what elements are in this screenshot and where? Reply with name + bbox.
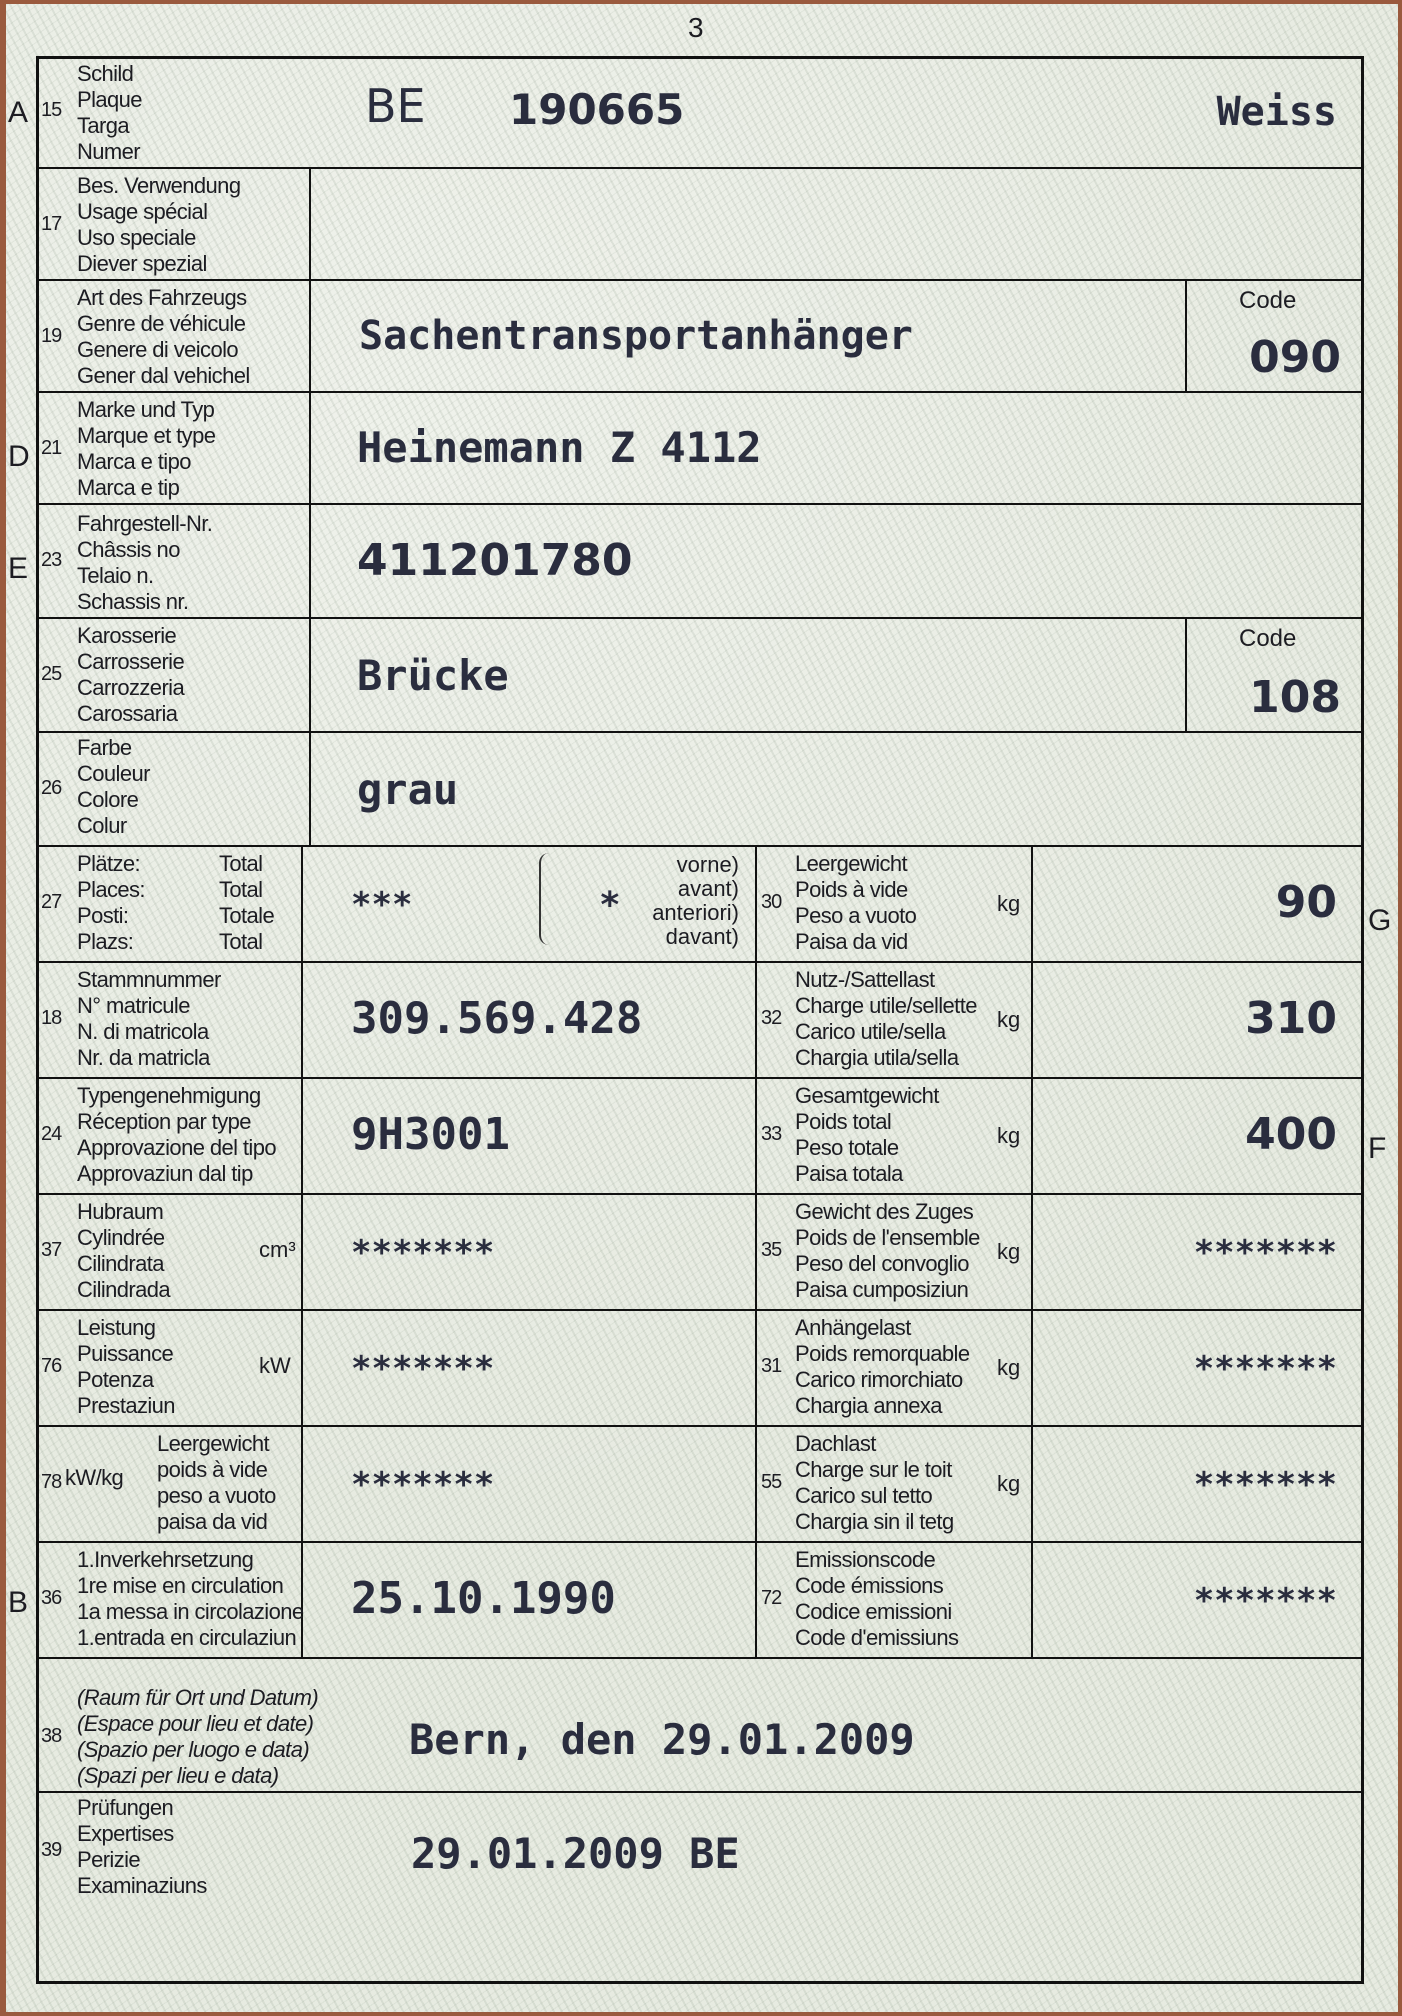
vehicle-type-label: Art des Fahrzeugs Genre de véhicule Genere di veicolo Gener dal vehichel <box>77 285 250 388</box>
left-label: 1.Inverkehrsetzung 1re mise en circulation 1a messa in circolazione 1.entrada en circulaziun <box>77 1547 304 1650</box>
body-label: Karosserie Carrosserie Carrozzeria Carossaria <box>77 623 185 726</box>
field-number: 26 <box>41 777 62 799</box>
side-letter-d: D <box>8 440 30 473</box>
code-label: Code <box>1239 287 1297 314</box>
vehicle-type-row <box>39 281 1361 393</box>
left-unit: kW <box>259 1353 291 1378</box>
field-number: 21 <box>41 437 62 459</box>
field-number: 32 <box>761 1007 782 1029</box>
right-label: Nutz-/Sattellast Charge utile/sellette Carico utile/sella Chargia utila/sella <box>795 967 977 1070</box>
left-value: *** <box>351 885 413 925</box>
plate-row <box>39 59 1361 169</box>
vehicle-type-code-box <box>1185 281 1355 391</box>
right-label: Gesamtgewicht Poids total Peso totale Paisa totala <box>795 1083 939 1186</box>
right-label: Gewicht des Zuges Poids de l'ensemble Peso del convoglio Paisa cumposiziun <box>795 1199 980 1302</box>
left-label: Leistung Puissance Potenza Prestaziun <box>77 1315 175 1418</box>
left-label: Plätze: Places: Posti: Plazs: <box>77 851 145 954</box>
chassis-value: 411201780 <box>357 535 633 586</box>
field-number: 38 <box>41 1725 62 1747</box>
body-row <box>39 619 1361 733</box>
field-number: 19 <box>41 325 62 347</box>
field-number: 23 <box>41 549 62 571</box>
kg-unit: kg <box>997 1471 1021 1496</box>
left-value: ******* <box>351 1349 495 1389</box>
field-number: 33 <box>761 1123 782 1145</box>
field-number: 36 <box>41 1587 62 1609</box>
kg-unit: kg <box>997 1007 1021 1032</box>
split-row <box>39 1079 1361 1195</box>
make-row <box>39 393 1361 505</box>
side-letter-f: F <box>1368 1132 1387 1165</box>
body-value: Brücke <box>357 651 509 700</box>
split-row <box>39 1427 1361 1543</box>
seats-total-label: Total Total Totale Total <box>219 851 275 954</box>
right-label: Leergewicht Poids à vide Peso a vuoto Paisa da vid <box>795 851 917 954</box>
left-value: ******* <box>351 1465 495 1505</box>
side-letter-b: B <box>8 1586 29 1619</box>
field-number: 35 <box>761 1239 782 1261</box>
split-row <box>39 1311 1361 1427</box>
place-date-value: Bern, den 29.01.2009 <box>409 1715 915 1764</box>
place-date-label: (Raum für Ort und Datum) (Espace pour lieu et date) (Spazio per luogo e data) (Spazi per lieu e data) <box>77 1685 319 1788</box>
registration-page <box>6 4 1398 2012</box>
vehicle-type-value: Sachentransportanhänger <box>359 313 913 359</box>
vehicle-type-code: 090 <box>1249 332 1341 383</box>
right-label: Dachlast Charge sur le toit Carico sul tetto Chargia sin il tetg <box>795 1431 954 1534</box>
field-number: 27 <box>41 891 62 913</box>
plate-canton: BE <box>365 79 426 133</box>
field-number: 76 <box>41 1355 62 1377</box>
kg-unit: kg <box>997 1355 1021 1380</box>
make-value: Heinemann Z 4112 <box>357 423 762 472</box>
field-number: 30 <box>761 891 782 913</box>
left-label: Typengenehmigung Réception par type Approvazione del tipo Approvaziun dal tip <box>77 1083 276 1186</box>
left-value: 9H3001 <box>351 1109 510 1160</box>
kg-unit: kg <box>997 891 1021 916</box>
right-label: Emissionscode Code émissions Codice emissioni Code d'emissiuns <box>795 1547 959 1650</box>
left-label: Leergewicht poids à vide peso a vuoto paisa da vid <box>157 1431 276 1534</box>
kg-unit: kg <box>997 1123 1021 1148</box>
left-value: ******* <box>351 1233 495 1273</box>
field-number: 72 <box>761 1587 782 1609</box>
field-number: 24 <box>41 1123 62 1145</box>
field-number: 31 <box>761 1355 782 1377</box>
field-number: 17 <box>41 213 62 235</box>
colour-label: Farbe Couleur Colore Colur <box>77 735 150 838</box>
left-label: Stammnummer N° matricule N. di matricola Nr. da matricla <box>77 967 221 1070</box>
left-value: 309.569.428 <box>351 993 643 1044</box>
split-row <box>39 1195 1361 1311</box>
split-row <box>39 1543 1361 1659</box>
page-number: 3 <box>688 12 704 43</box>
chassis-row <box>39 505 1361 619</box>
left-label: Hubraum Cylindrée Cilindrata Cilindrada <box>77 1199 171 1302</box>
right-value: 400 <box>1245 1109 1337 1160</box>
colour-value: grau <box>357 765 459 814</box>
inspections-value: 29.01.2009 BE <box>411 1829 740 1878</box>
split-row <box>39 847 1361 963</box>
body-code-box <box>1185 619 1355 731</box>
field-number: 15 <box>41 99 62 121</box>
right-value: ******* <box>1193 1233 1337 1273</box>
right-value: 90 <box>1275 877 1337 928</box>
field-number: 25 <box>41 663 62 685</box>
kg-unit: kg <box>997 1239 1021 1264</box>
front-seats-label: vorne) avant) anteriori) davant) <box>652 852 739 949</box>
kw-per-kg-prefix: kW/kg <box>65 1465 124 1490</box>
registration-form <box>36 56 1364 1984</box>
right-value: ******* <box>1193 1465 1337 1505</box>
right-label: Anhängelast Poids remorquable Carico rimorchiato Chargia annexa <box>795 1315 970 1418</box>
chassis-label: Fahrgestell-Nr. Châssis no Telaio n. Schassis nr. <box>77 511 213 614</box>
special-use-label: Bes. Verwendung Usage spécial Uso speciale Diever spezial <box>77 173 241 276</box>
split-row <box>39 963 1361 1079</box>
side-letter-a: A <box>8 96 29 129</box>
field-number: 78 <box>41 1471 62 1493</box>
plate-label: Schild Plaque Targa Numer <box>77 61 142 164</box>
field-number: 18 <box>41 1007 62 1029</box>
field-number: 37 <box>41 1239 62 1261</box>
inspections-label: Prüfungen Expertises Perizie Examinaziuns <box>77 1795 207 1898</box>
make-label: Marke und Typ Marque et type Marca e tipo Marca e tip <box>77 397 216 500</box>
field-number: 39 <box>41 1839 62 1861</box>
right-value: ******* <box>1193 1349 1337 1389</box>
special-use-row <box>39 169 1361 281</box>
place-date-row <box>39 1681 1361 1793</box>
plate-color: Weiss <box>1216 89 1337 135</box>
code-label: Code <box>1239 625 1297 652</box>
right-value: ******* <box>1193 1581 1337 1621</box>
side-letter-g: G <box>1368 904 1392 937</box>
left-value: 25.10.1990 <box>351 1573 616 1624</box>
right-value: 310 <box>1245 993 1337 1044</box>
body-code: 108 <box>1249 672 1341 723</box>
side-letter-e: E <box>8 552 29 585</box>
colour-row <box>39 733 1361 847</box>
field-number: 55 <box>761 1471 782 1493</box>
front-seats-value: * <box>599 885 621 926</box>
plate-number: 190665 <box>509 85 685 134</box>
inspections-row <box>39 1793 1361 1983</box>
left-unit: cm³ <box>259 1237 296 1262</box>
